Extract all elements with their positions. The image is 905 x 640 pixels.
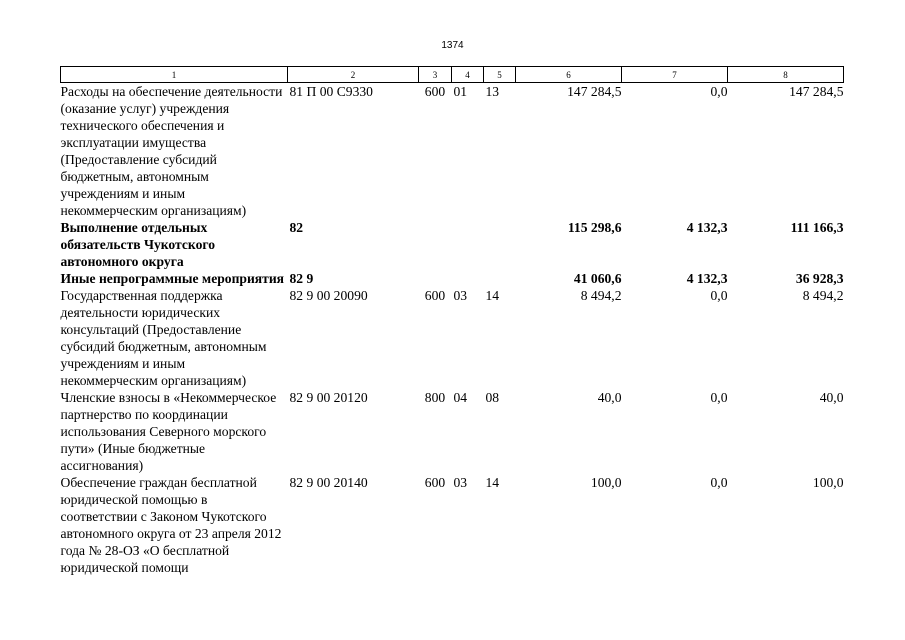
table-row [61, 270, 844, 287]
row-code: 82 9 00 20140 [289, 475, 368, 490]
row-amount-col6: 115 298,6 [567, 220, 622, 235]
row-name: Иные непрограммные мероприятия [60, 271, 285, 286]
row-col3: 800 [424, 390, 446, 405]
row-col4 [452, 219, 484, 270]
row-amount-col6: 8 494,2 [580, 288, 622, 303]
column-header-8: 8 [728, 67, 844, 83]
column-header-5: 5 [484, 67, 516, 83]
column-header-2: 2 [288, 67, 419, 83]
row-col4: 03 [453, 288, 468, 303]
row-name: Выполнение отдельных обязательств Чукотского автономного округа [60, 220, 215, 269]
table-row [61, 389, 844, 474]
row-col3: 600 [424, 288, 446, 303]
row-col3: 600 [424, 475, 446, 490]
row-amount-col7: 0,0 [710, 475, 728, 490]
row-amount-col7: 4 132,3 [686, 220, 728, 235]
row-name: Обеспечение граждан бесплатной юридической помощью в соответствии с Законом Чукотского автономного округа от 23 апреля 2012 года № 28-ОЗ «О бесплатной юридической помощи [60, 475, 282, 575]
row-col5 [484, 219, 516, 270]
row-code: 82 [289, 220, 304, 235]
row-name: Членские взносы в «Некоммерческое партнерство по координации использования Северного морского пути» (Иные бюджетные ассигнования) [60, 390, 277, 473]
row-amount-col6: 40,0 [597, 390, 622, 405]
table-row [61, 287, 844, 389]
row-code: 82 9 00 20120 [289, 390, 368, 405]
row-amount-col8: 40,0 [819, 390, 844, 405]
row-amount-col6: 41 060,6 [573, 271, 622, 286]
row-col5: 13 [485, 84, 500, 99]
column-header-6: 6 [516, 67, 622, 83]
column-numbers-row [61, 67, 844, 83]
row-amount-col8: 147 284,5 [789, 84, 844, 99]
row-col4: 04 [453, 390, 468, 405]
table-header [61, 67, 844, 83]
budget-table [60, 66, 844, 576]
table-row [61, 83, 844, 220]
table-row [61, 219, 844, 270]
column-header-3: 3 [419, 67, 452, 83]
table-row [61, 474, 844, 576]
row-col5: 08 [485, 390, 500, 405]
column-header-1: 1 [61, 67, 288, 83]
row-amount-col8: 36 928,3 [795, 271, 844, 286]
table-body [61, 83, 844, 577]
row-col3 [419, 270, 452, 287]
row-code: 81 П 00 С9330 [289, 84, 373, 99]
row-amount-col8: 111 166,3 [790, 220, 844, 235]
row-col5: 14 [485, 288, 500, 303]
row-amount-col7: 0,0 [710, 84, 728, 99]
row-col4: 03 [453, 475, 468, 490]
row-col3 [419, 219, 452, 270]
row-amount-col7: 0,0 [710, 390, 728, 405]
row-amount-col7: 0,0 [710, 288, 728, 303]
row-col4: 01 [453, 84, 468, 99]
row-col5: 14 [485, 475, 500, 490]
row-amount-col8: 8 494,2 [802, 288, 844, 303]
row-amount-col7: 4 132,3 [686, 271, 728, 286]
row-amount-col6: 100,0 [590, 475, 622, 490]
row-code: 82 9 [289, 271, 314, 286]
row-col5 [484, 270, 516, 287]
column-header-7: 7 [622, 67, 728, 83]
page-number: 1374 [441, 40, 464, 51]
row-amount-col6: 147 284,5 [567, 84, 622, 99]
row-code: 82 9 00 20090 [289, 288, 368, 303]
column-header-4: 4 [452, 67, 484, 83]
row-col4 [452, 270, 484, 287]
row-amount-col8: 100,0 [812, 475, 844, 490]
row-col3: 600 [424, 84, 446, 99]
row-name: Государственная поддержка деятельности юридических консультаций (Предоставление субсидий бюджетным, автономным учреждениям и иным некоммерческим организациям) [60, 288, 267, 388]
row-name: Расходы на обеспечение деятельности (оказание услуг) учреждения технического обеспечения и эксплуатации имущества (Предоставление субсидий бюджетным, автономным учреждениям и иным некоммерческим организациям) [60, 84, 283, 218]
